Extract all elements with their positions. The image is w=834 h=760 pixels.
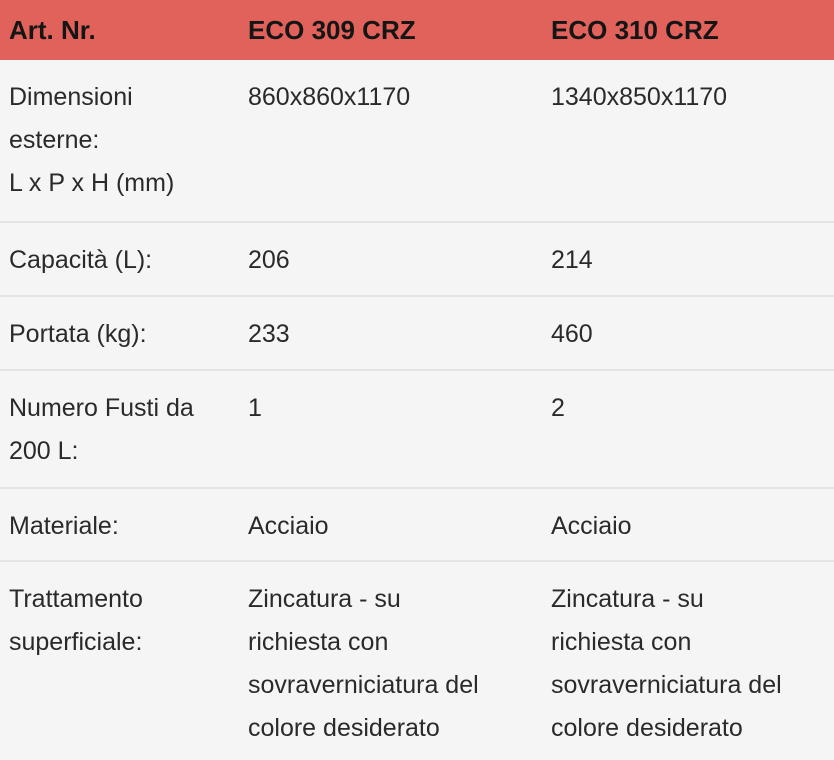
eco-309-value: 860x860x1170 [248, 83, 411, 111]
row-label: Dimensioni esterne: L x P x H (mm) [9, 83, 175, 197]
header-eco-309: ECO 309 CRZ [248, 14, 416, 45]
row-label: Materiale: [9, 512, 119, 540]
header-eco-310: ECO 310 CRZ [551, 14, 719, 45]
table-row [0, 489, 834, 562]
eco-310-value: 2 [551, 394, 565, 422]
row-label: Portata (kg): [9, 320, 147, 348]
eco-309-value: Acciaio [248, 512, 329, 540]
table-row [0, 371, 834, 489]
row-label: Trattamento superficiale: [9, 585, 143, 656]
row-label: Capacità (L): [9, 246, 153, 274]
eco-309-value: 233 [248, 320, 290, 348]
table-row [0, 223, 834, 297]
eco-310-value: 214 [551, 246, 593, 274]
row-label: Numero Fusti da 200 L: [9, 394, 194, 465]
eco-309-value: 1 [248, 394, 262, 422]
eco-310-value: Acciaio [551, 512, 632, 540]
eco-309-value: Zincatura - su richiesta con sovraverniciatura del colore desiderato [248, 585, 479, 742]
eco-310-value: Zincatura - su richiesta con sovraverniciatura del colore desiderato [551, 585, 782, 742]
table-row [0, 60, 834, 223]
eco-309-value: 206 [248, 246, 290, 274]
header-art-nr: Art. Nr. [9, 14, 96, 45]
table-row [0, 297, 834, 371]
table-header [0, 0, 834, 60]
eco-310-value: 1340x850x1170 [551, 83, 728, 111]
table-row [0, 562, 834, 760]
eco-310-value: 460 [551, 320, 593, 348]
